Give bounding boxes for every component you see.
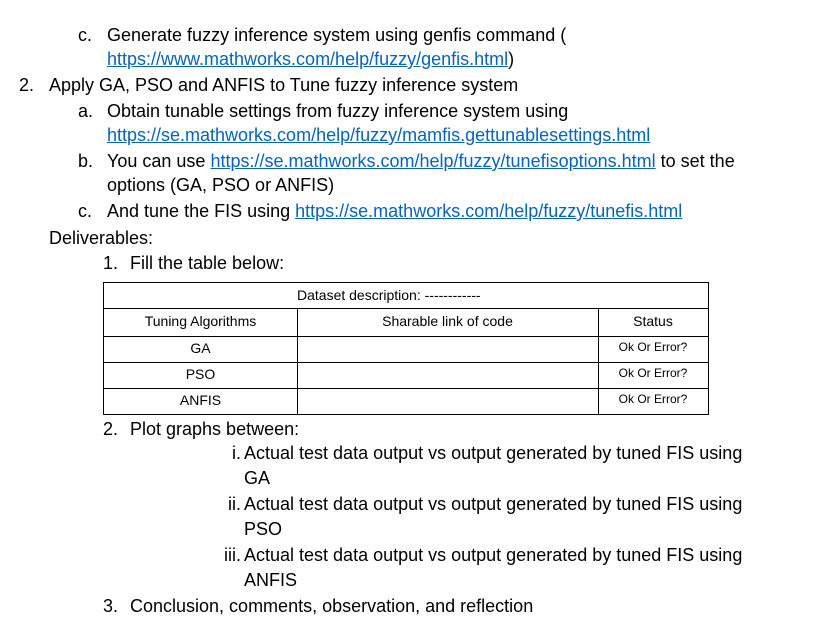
step-text: Generate fuzzy inference system using genfis command ( <box>107 25 567 45</box>
gettunablesettings-link[interactable]: https://se.mathworks.com/help/fuzzy/mamfis.gettunablesettings.html <box>107 125 651 145</box>
deliverables-heading: Deliverables: <box>49 228 154 248</box>
tunefis-link[interactable]: https://se.mathworks.com/help/fuzzy/tunefis.html <box>295 201 683 221</box>
table-divider <box>104 388 708 389</box>
step-suffix: to set the <box>660 151 735 171</box>
link-line <box>107 125 650 146</box>
table-cell-algorithm: ANFIS <box>179 392 222 408</box>
list-marker: i. <box>232 443 241 463</box>
step-text: Conclusion, comments, observation, and reflection <box>130 596 534 616</box>
column-header: Tuning Algorithms <box>144 313 257 329</box>
list-marker: ii. <box>228 494 241 514</box>
dataset-description-label: Dataset description: ------------ <box>297 287 481 303</box>
link-suffix: ) <box>508 49 515 69</box>
plot-description: Actual test data output vs output generated by tuned FIS using <box>244 545 743 565</box>
step-text: Fill the table below: <box>130 253 285 273</box>
list-marker: iii. <box>224 545 241 565</box>
list-marker: 1. <box>103 253 119 273</box>
list-marker: a. <box>78 101 94 121</box>
list-marker: 3. <box>103 596 119 616</box>
genfis-link[interactable]: https://www.mathworks.com/help/fuzzy/genfis.html <box>107 49 509 69</box>
column-header: Status <box>633 313 673 329</box>
list-marker: c. <box>78 25 93 45</box>
list-marker: b. <box>78 151 94 171</box>
list-marker: 2. <box>19 75 35 95</box>
step-text-continued: options (GA, PSO or ANFIS) <box>107 175 335 195</box>
list-marker: 2. <box>103 419 119 439</box>
step-prefix: And tune the FIS using <box>107 201 291 221</box>
step-text <box>107 151 735 172</box>
table-cell-status: Ok Or Error? <box>618 366 688 380</box>
table-divider <box>104 336 708 337</box>
step-text: Obtain tunable settings from fuzzy inference system using <box>107 101 569 121</box>
table-cell-algorithm: PSO <box>185 366 216 382</box>
plot-description-continued: GA <box>244 468 271 488</box>
list-marker: c. <box>78 201 93 221</box>
link-line <box>107 49 514 70</box>
plot-description-continued: ANFIS <box>244 570 298 590</box>
results-table <box>103 282 709 415</box>
step-prefix: You can use <box>107 151 206 171</box>
tunefisoptions-link[interactable]: https://se.mathworks.com/help/fuzzy/tunefisoptions.html <box>210 151 656 171</box>
plot-description: Actual test data output vs output generated by tuned FIS using <box>244 443 743 463</box>
plot-description: Actual test data output vs output generated by tuned FIS using <box>244 494 743 514</box>
step-text <box>107 201 682 222</box>
table-divider <box>104 362 708 363</box>
step-text: Plot graphs between: <box>130 419 300 439</box>
step-heading: Apply GA, PSO and ANFIS to Tune fuzzy inference system <box>49 75 519 95</box>
table-divider <box>104 308 708 309</box>
column-header: Sharable link of code <box>382 313 513 329</box>
table-cell-status: Ok Or Error? <box>618 392 688 406</box>
table-cell-algorithm: GA <box>190 340 211 356</box>
table-cell-status: Ok Or Error? <box>618 340 688 354</box>
plot-description-continued: PSO <box>244 519 283 539</box>
